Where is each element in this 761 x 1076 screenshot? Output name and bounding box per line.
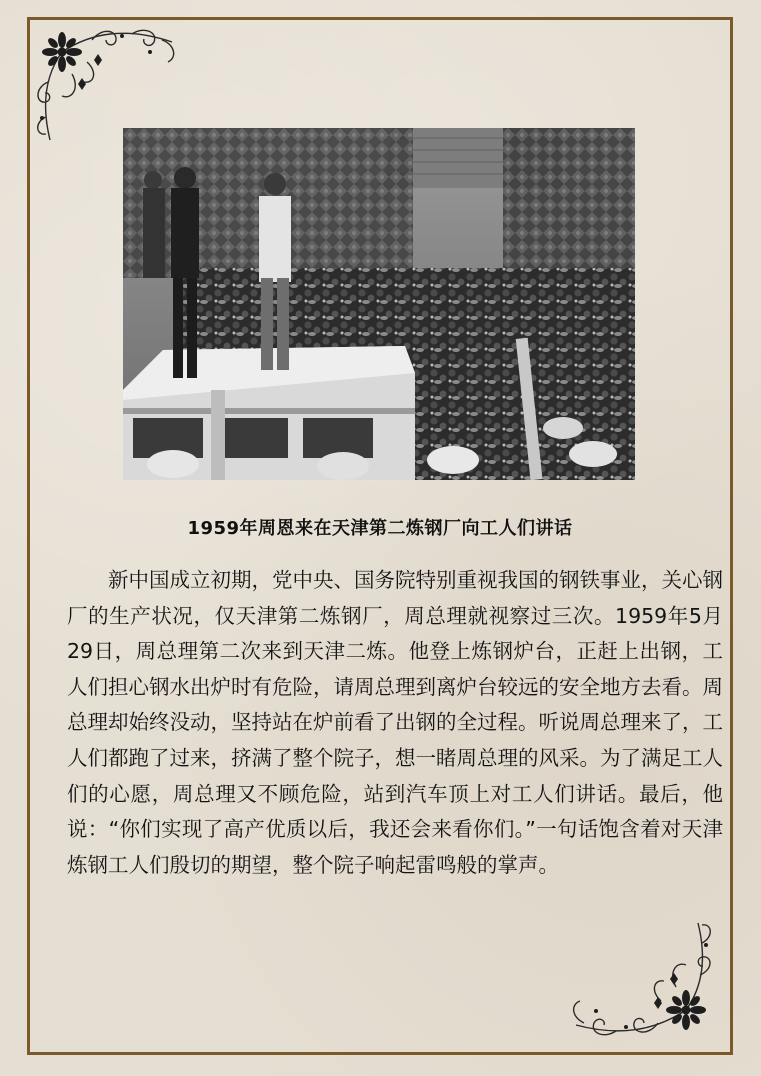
photo-caption: 1959年周恩来在天津第二炼钢厂向工人们讲话 <box>187 518 573 539</box>
article-paragraph: 新中国成立初期，党中央、国务院特别重视我国的钢铁事业，关心钢厂的生产状况，仅天津第二炼钢厂，周总理就视察过三次。1959年5月29日，周总理第二次来到天津二炼。他登上炼钢炉台，正赶上出钢，工人们担心钢水出炉时有危险，请周总理到离炉台较远的安全地方去看。周总理却始终没动，坚持站在炉前看了出钢的全过程。听说周总理来了，工人们都跑了过来，挤满了整个院子，想一睹周总理的风采。为了满足工人们的心愿，周总理又不顾危险，站到汽车顶上对工人们讲话。最后，他说：“你们实现了高产优质以后，我还会来看你们。”一句话饱含着对天津炼钢工人们殷切的期望，整个院子响起雷鸣般的掌声。 <box>67 568 723 877</box>
historical-photo <box>123 128 635 480</box>
floral-corner-icon <box>566 915 721 1045</box>
